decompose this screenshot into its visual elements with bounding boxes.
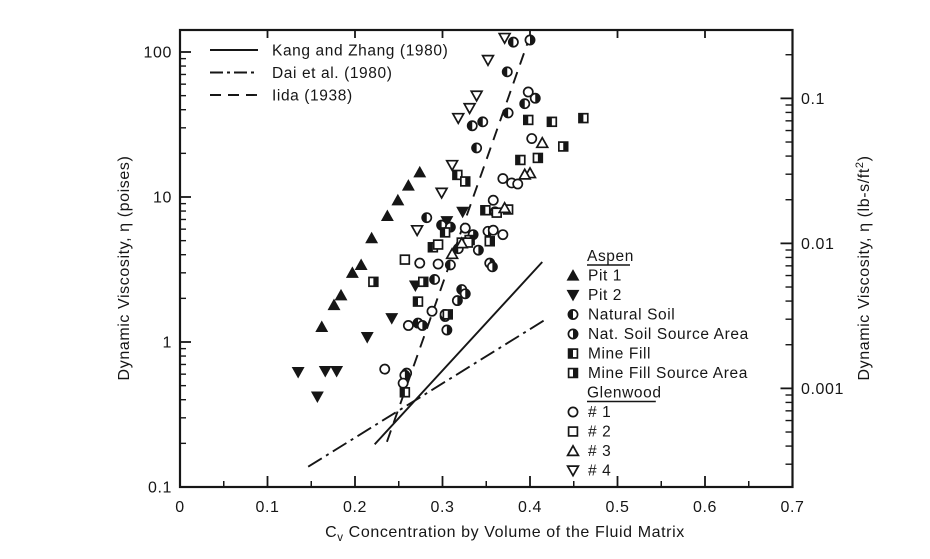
glyph-fill bbox=[490, 237, 494, 246]
glyph bbox=[412, 226, 423, 236]
glyph bbox=[567, 290, 578, 300]
point-glenwood-4 bbox=[436, 188, 447, 198]
point-aspen-mine-fill bbox=[481, 206, 490, 215]
point-aspen-nat-soil-source-area bbox=[488, 262, 497, 271]
glyph bbox=[568, 466, 579, 476]
x-tick-label: 0.1 bbox=[255, 499, 280, 516]
reference-line-dai-et-al-1980 bbox=[308, 320, 545, 467]
point-aspen-pit-2 bbox=[331, 366, 342, 376]
glyph bbox=[386, 314, 397, 324]
glyph bbox=[489, 196, 498, 205]
point-aspen-mine-fill bbox=[441, 228, 450, 237]
point-glenwood-4 bbox=[471, 91, 482, 101]
glyph bbox=[320, 366, 331, 376]
point-aspen-mine-fill-source-area bbox=[559, 142, 568, 151]
point-aspen-pit-1 bbox=[403, 180, 414, 190]
point-glenwood-2 bbox=[400, 255, 409, 264]
glyph-fill bbox=[441, 228, 445, 237]
point-aspen-pit-2 bbox=[320, 366, 331, 376]
glyph bbox=[527, 134, 536, 143]
legend-symbol-nat-soil-source-area bbox=[568, 329, 577, 338]
point-aspen-mine-fill bbox=[414, 297, 423, 306]
point-aspen-nat-soil-source-area bbox=[525, 35, 534, 44]
point-glenwood-1 bbox=[498, 230, 507, 239]
point-aspen-natural-soil bbox=[446, 260, 455, 269]
x-tick-label: 0.5 bbox=[605, 499, 630, 516]
x-tick-label: 0.2 bbox=[342, 499, 368, 516]
point-glenwood-1 bbox=[399, 379, 408, 388]
legend-symbol-3 bbox=[568, 446, 579, 456]
legend-item-label: # 2 bbox=[588, 423, 612, 441]
glyph bbox=[471, 91, 482, 101]
legend-symbol-4 bbox=[568, 466, 579, 476]
y-left-tick-label: 100 bbox=[143, 44, 172, 62]
glyph bbox=[447, 161, 458, 171]
point-aspen-natural-soil bbox=[503, 67, 512, 76]
glyph bbox=[513, 179, 522, 188]
glyph bbox=[434, 259, 443, 268]
glyph bbox=[382, 211, 393, 221]
point-aspen-mine-fill-source-area bbox=[461, 177, 470, 186]
point-aspen-pit-1 bbox=[392, 195, 403, 205]
point-glenwood-1 bbox=[380, 365, 389, 374]
point-aspen-mine-fill-source-area bbox=[485, 237, 494, 246]
glyph-fill bbox=[428, 243, 432, 252]
point-aspen-mine-fill bbox=[516, 156, 525, 165]
point-glenwood-4 bbox=[412, 226, 423, 236]
legend-heading-aspen: Aspen bbox=[587, 248, 634, 265]
glyph-fill bbox=[373, 277, 377, 286]
point-aspen-mine-fill-source-area bbox=[419, 277, 428, 286]
point-aspen-natural-soil bbox=[422, 213, 431, 222]
legend-item-label: Pit 1 bbox=[588, 267, 623, 285]
glyph bbox=[427, 307, 436, 316]
point-aspen-mine-fill bbox=[524, 116, 533, 125]
glyph-fill bbox=[453, 171, 457, 180]
point-aspen-pit-2 bbox=[312, 392, 323, 402]
x-axis bbox=[175, 30, 804, 544]
glyph-fill bbox=[481, 206, 485, 215]
point-aspen-pit-2 bbox=[386, 314, 397, 324]
glyph bbox=[464, 104, 475, 114]
point-aspen-pit-1 bbox=[414, 167, 425, 177]
y-left-tick-label: 10 bbox=[153, 189, 172, 207]
reference-line-iida-1938 bbox=[387, 30, 532, 442]
point-glenwood-2 bbox=[434, 240, 443, 249]
series-aspen-mine-fill bbox=[400, 114, 587, 397]
point-aspen-pit-2 bbox=[362, 333, 373, 343]
glyph bbox=[498, 174, 507, 183]
x-tick-label: 0.3 bbox=[430, 499, 455, 516]
y-axis-right-title: Dynamic Viscosity, η $(lb-s/ft^2)$ bbox=[854, 155, 873, 381]
glyph bbox=[400, 255, 409, 264]
glyph-fill bbox=[538, 154, 542, 163]
line-legend-label: Iida (1938) bbox=[272, 87, 353, 105]
point-aspen-pit-1 bbox=[366, 233, 377, 243]
point-aspen-mine-fill-source-area bbox=[369, 277, 378, 286]
point-glenwood-1 bbox=[434, 259, 443, 268]
point-aspen-mine-fill bbox=[547, 117, 556, 126]
x-axis-title: $C_v$ Concentration by Volume of the Fluid Matrix bbox=[325, 524, 685, 544]
glyph bbox=[436, 188, 447, 198]
point-aspen-pit-1 bbox=[328, 300, 339, 310]
point-glenwood-4 bbox=[464, 104, 475, 114]
point-aspen-nat-soil-source-area bbox=[474, 246, 483, 255]
glyph bbox=[434, 240, 443, 249]
legend-item-label: Mine Fill Source Area bbox=[588, 365, 748, 382]
line-legend bbox=[210, 43, 448, 105]
glyph bbox=[415, 259, 424, 268]
line-legend-label: Kang and Zhang (1980) bbox=[272, 42, 449, 60]
legend-item-label: Mine Fill bbox=[588, 345, 652, 363]
glyph-fill bbox=[400, 388, 404, 397]
point-glenwood-1 bbox=[461, 224, 470, 233]
point-glenwood-1 bbox=[527, 134, 536, 143]
glyph bbox=[392, 195, 403, 205]
point-glenwood-1 bbox=[427, 307, 436, 316]
symbol-legend bbox=[567, 248, 748, 480]
point-glenwood-4 bbox=[483, 56, 494, 66]
point-glenwood-1 bbox=[415, 259, 424, 268]
point-aspen-pit-1 bbox=[335, 290, 346, 300]
glyph bbox=[537, 138, 548, 148]
point-aspen-nat-soil-source-area bbox=[461, 289, 470, 298]
glyph bbox=[568, 446, 579, 456]
glyph-fill bbox=[516, 156, 520, 165]
point-aspen-nat-soil-source-area bbox=[442, 325, 451, 334]
point-aspen-nat-soil-source-area bbox=[453, 296, 462, 305]
point-aspen-natural-soil bbox=[504, 108, 513, 117]
legend-item-label: Natural Soil bbox=[588, 306, 676, 324]
glyph-fill bbox=[423, 277, 427, 286]
point-glenwood-3 bbox=[537, 138, 548, 148]
legend-symbol-natural-soil bbox=[568, 310, 577, 319]
glyph bbox=[328, 300, 339, 310]
x-tick-label: 0.6 bbox=[692, 499, 718, 516]
point-glenwood-1 bbox=[513, 179, 522, 188]
legend-item-label: Pit 2 bbox=[588, 287, 623, 304]
y-left-tick-label: 0.1 bbox=[147, 479, 172, 497]
legend-symbol-2 bbox=[569, 427, 578, 436]
glyph-fill bbox=[414, 297, 418, 306]
glyph bbox=[366, 233, 377, 243]
glyph bbox=[293, 368, 304, 378]
point-aspen-natural-soil bbox=[468, 121, 477, 130]
point-aspen-natural-soil bbox=[478, 117, 487, 126]
point-aspen-mine-fill-source-area bbox=[443, 310, 452, 319]
glyph bbox=[403, 180, 414, 190]
point-glenwood-4 bbox=[453, 114, 464, 124]
legend-symbol-pit-1 bbox=[567, 270, 578, 280]
x-tick-label: 0.7 bbox=[780, 499, 805, 516]
legend-item-label: Nat. Soil Source Area bbox=[588, 326, 749, 343]
glyph bbox=[335, 290, 346, 300]
glyph bbox=[331, 366, 342, 376]
series-aspen-pit-1 bbox=[316, 167, 425, 332]
glyph bbox=[498, 230, 507, 239]
glyph bbox=[316, 322, 327, 332]
point-aspen-pit-2 bbox=[293, 368, 304, 378]
point-glenwood-1 bbox=[489, 196, 498, 205]
glyph-fill bbox=[579, 114, 583, 123]
x-tick-label: 0.4 bbox=[517, 499, 543, 516]
glyph-fill bbox=[524, 116, 528, 125]
glyph-fill bbox=[573, 369, 577, 378]
glyph bbox=[453, 114, 464, 124]
y-left-tick-label: 1 bbox=[162, 334, 172, 352]
glyph bbox=[483, 56, 494, 66]
point-aspen-pit-1 bbox=[382, 211, 393, 221]
legend-item-label: # 4 bbox=[588, 462, 612, 480]
point-aspen-mine-fill bbox=[579, 114, 588, 123]
glyph-fill bbox=[448, 310, 452, 319]
point-aspen-pit-1 bbox=[356, 260, 367, 270]
y-axis-left-title: Dynamic Viscosity, η (poises) bbox=[116, 155, 133, 381]
point-aspen-pit-1 bbox=[316, 322, 327, 332]
point-aspen-natural-soil bbox=[520, 99, 529, 108]
point-aspen-mine-fill bbox=[400, 388, 409, 397]
x-tick-label: 0 bbox=[175, 499, 185, 516]
glyph bbox=[312, 392, 323, 402]
glyph-fill bbox=[569, 349, 573, 358]
point-glenwood-1 bbox=[404, 321, 413, 330]
point-aspen-mine-fill-source-area bbox=[533, 154, 542, 163]
y-right-tick-label: 0.001 bbox=[801, 380, 845, 398]
glyph bbox=[489, 226, 498, 235]
point-glenwood-4 bbox=[447, 161, 458, 171]
point-aspen-natural-soil bbox=[430, 275, 439, 284]
legend-item-label: # 3 bbox=[588, 443, 612, 460]
point-aspen-nat-soil-source-area bbox=[418, 321, 427, 330]
glyph bbox=[569, 427, 578, 436]
legend-symbol-1 bbox=[568, 407, 577, 416]
glyph-fill bbox=[465, 177, 469, 186]
legend-item-label: # 1 bbox=[588, 404, 612, 421]
point-glenwood-1 bbox=[524, 87, 533, 96]
legend-heading-glenwood: Glenwood bbox=[587, 384, 662, 402]
glyph bbox=[524, 87, 533, 96]
point-aspen-natural-soil bbox=[472, 143, 481, 152]
glyph bbox=[414, 167, 425, 177]
glyph-fill bbox=[563, 142, 567, 151]
point-aspen-natural-soil bbox=[509, 38, 518, 47]
legend-symbol-pit-2 bbox=[567, 290, 578, 300]
y-axis-right bbox=[781, 55, 874, 464]
glyph bbox=[356, 260, 367, 270]
legend-symbol-mine-fill bbox=[569, 349, 578, 358]
legend-symbol-mine-fill-source-area bbox=[569, 369, 578, 378]
y-right-tick-label: 0.01 bbox=[801, 235, 835, 253]
glyph bbox=[404, 321, 413, 330]
glyph bbox=[362, 333, 373, 343]
glyph bbox=[457, 207, 468, 217]
glyph bbox=[380, 365, 389, 374]
glyph-fill bbox=[547, 117, 551, 126]
point-glenwood-1 bbox=[489, 226, 498, 235]
point-glenwood-1 bbox=[498, 174, 507, 183]
glyph bbox=[567, 270, 578, 280]
y-right-tick-label: 0.1 bbox=[801, 90, 826, 108]
point-aspen-pit-2 bbox=[457, 207, 468, 217]
glyph bbox=[568, 407, 577, 416]
glyph bbox=[461, 224, 470, 233]
glyph bbox=[399, 379, 408, 388]
line-legend-label: Dai et al. (1980) bbox=[272, 65, 393, 82]
